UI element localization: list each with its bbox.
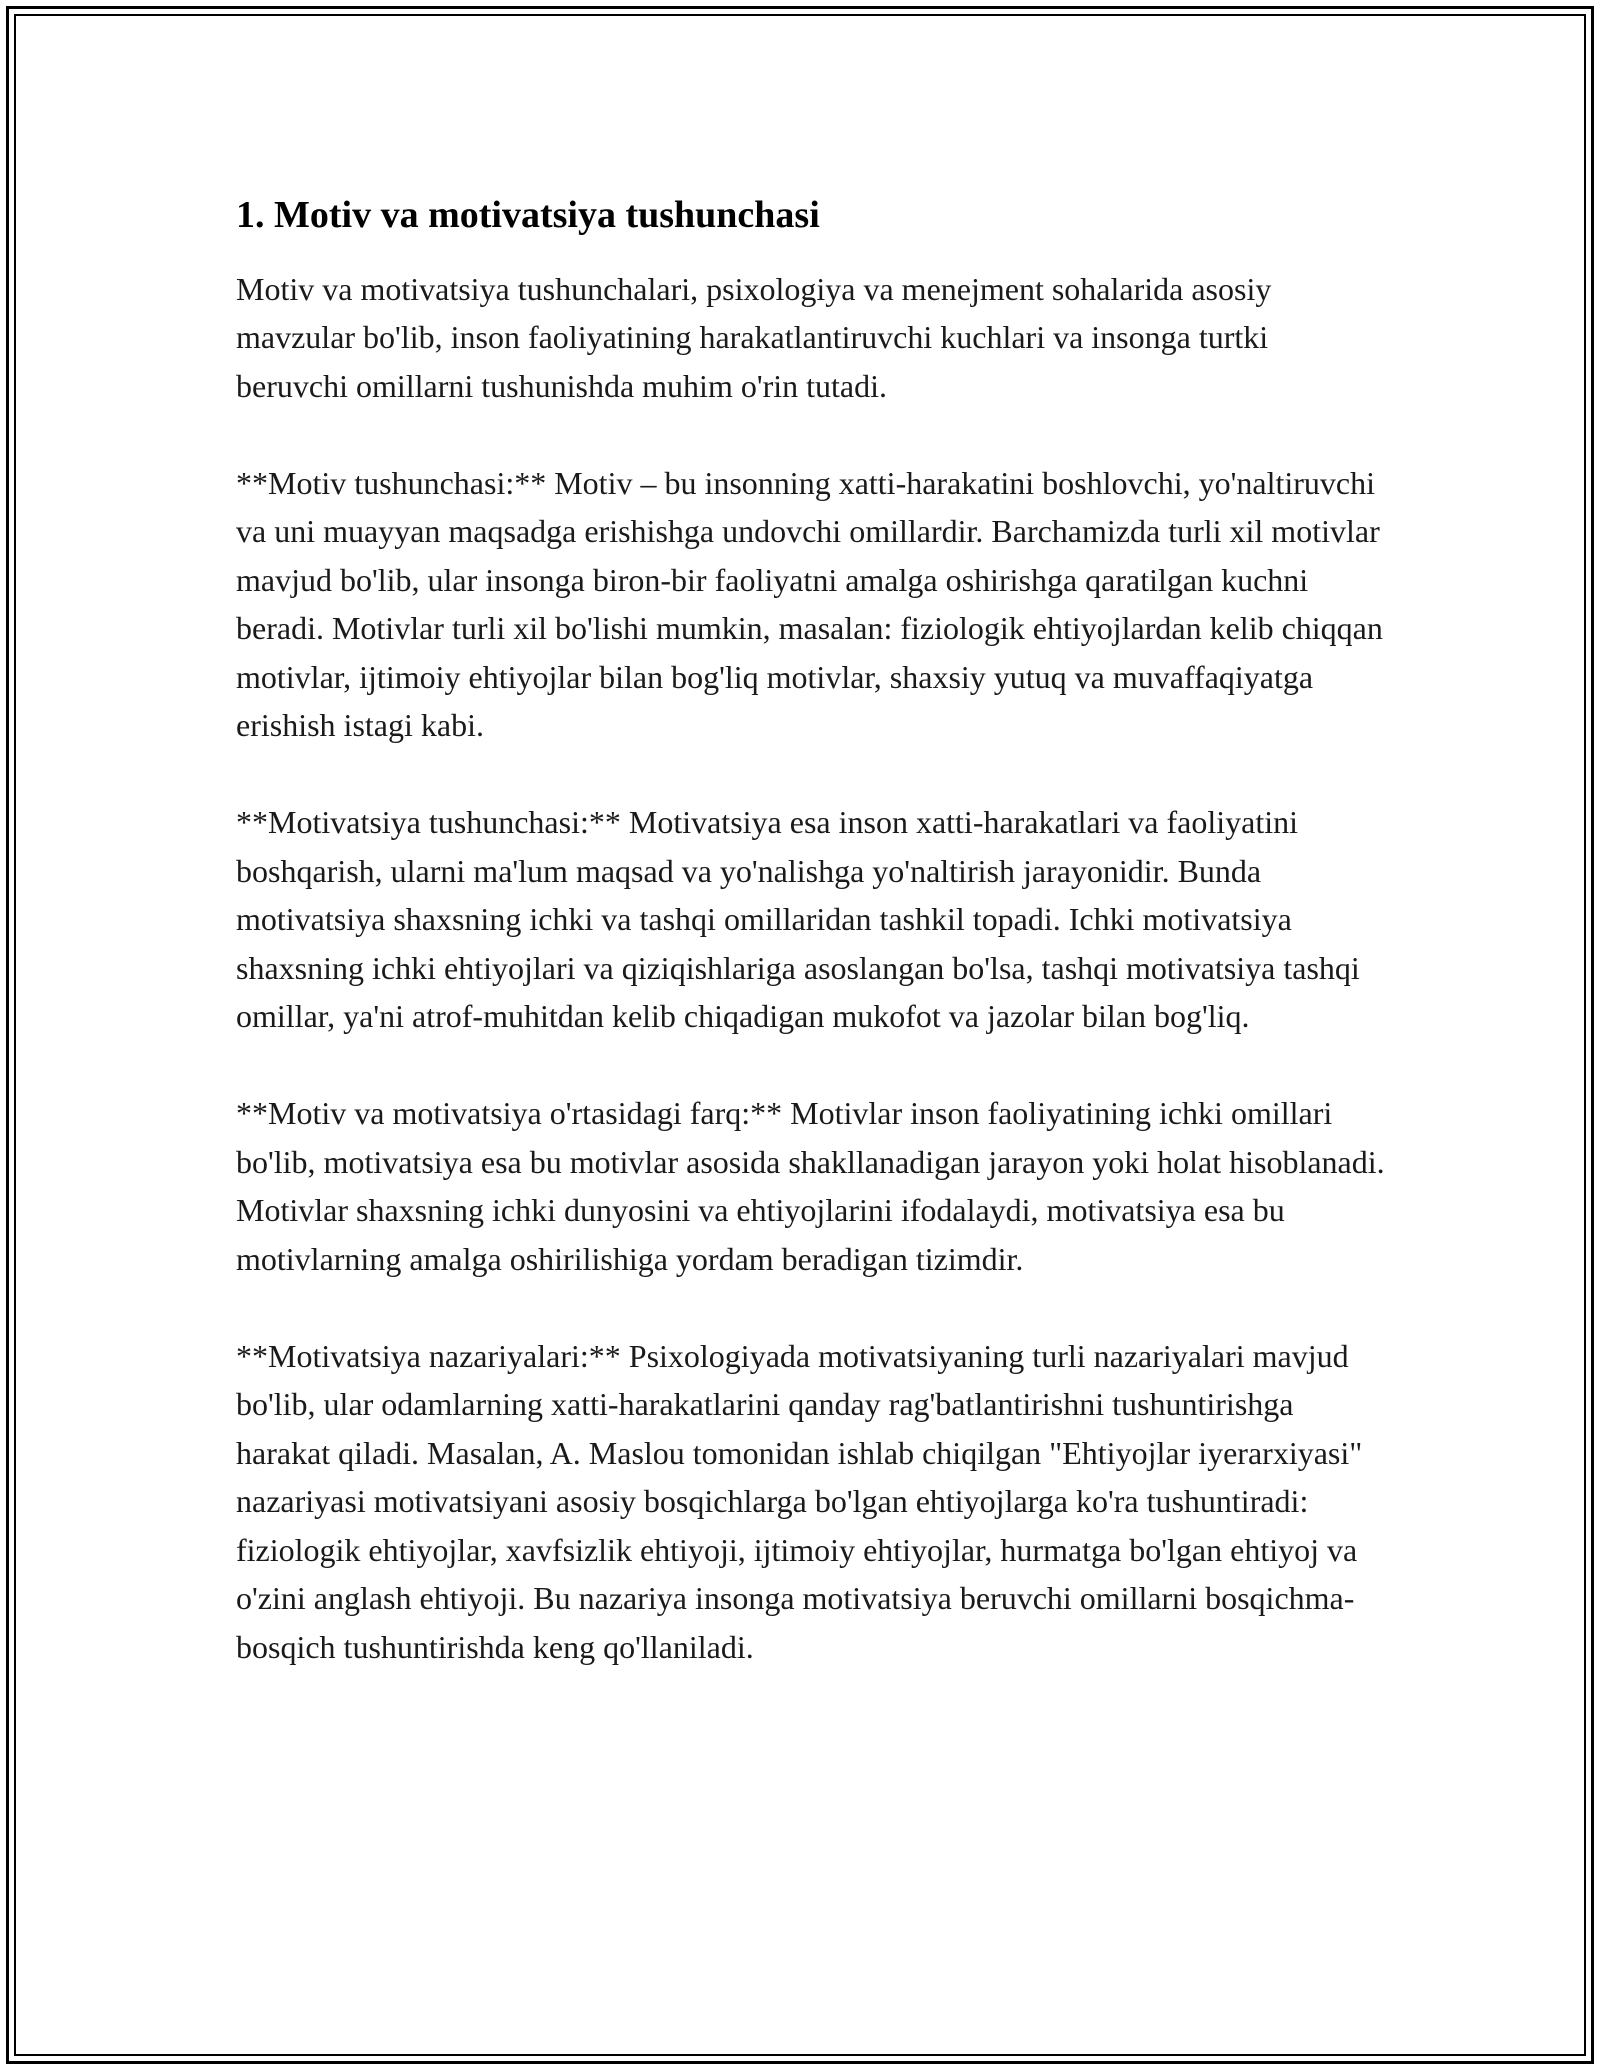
paragraph-motiv-definition: **Motiv tushunchasi:** Motiv – bu insonning xatti-harakatini boshlovchi, yo'naltiruvchi va uni muayyan maqsadga erishishga undovchi omillardir. Barchamizda turli xil motivlar mavjud bo'lib, ular insonga biron-bir faoliyatni amalga oshirishga qaratilgan kuchni beradi. Motivlar turli xil bo'lishi mumkin, masalan: fiziologik ehtiyojlardan kelib chiqqan motivlar, ijtimoiy ehtiyojlar bilan bog'liq motivlar, shaxsiy yutuq va muvaffaqiyatga erishish istagi kabi.	[236, 464, 1383, 744]
paragraph-intro: Motiv va motivatsiya tushunchalari, psixologiya va menejment sohalarida asosiy mavzular bo'lib, inson faoliyatining harakatlantiruvchi kuchlari va insonga turtki beruvchi omillarni tushunishda muhim o'rin tutadi.	[236, 270, 1272, 404]
paragraph-theories: **Motivatsiya nazariyalari:** Psixologiyada motivatsiyaning turli nazariyalari mavjud bo'lib, ular odamlarning xatti-harakatlarini qanday rag'batlantirishni tushuntirishga harakat qiladi. Masalan, A. Maslou tomonidan ishlab chiqilgan "Ehtiyojlar iyerarxiyasi" nazariyasi motivatsiyani asosiy bosqichlarga bo'lgan ehtiyojlarga ko'ra tushuntiradi: fiziologik ehtiyojlar, xavfsizlik ehtiyoji, ijtimoiy ehtiyojlar, hurmatga bo'lgan ehtiyoj va o'zini anglash ehtiyoji. Bu nazariya insonga motivatsiya beruvchi omillarni bosqichma-bosqich tushuntirishda keng qo'llaniladi.	[236, 1337, 1363, 1665]
paragraph-difference: **Motiv va motivatsiya o'rtasidagi farq:** Motivlar inson faoliyatining ichki omillari bo'lib, motivatsiya esa bu motivlar asosida shakllanadigan jarayon yoki holat hisoblanadi. Motivlar shaxsning ichki dunyosini va ehtiyojlarini ifodalaydi, motivatsiya esa bu motivlarning amalga oshirilishiga yordam beradigan tizimdir.	[236, 1095, 1385, 1277]
document-body	[236, 180, 1386, 1720]
section-heading: 1. Motiv va motivatsiya tushunchasi	[236, 194, 820, 236]
paragraph-motivatsiya-definition: **Motivatsiya tushunchasi:** Motivatsiya esa inson xatti-harakatlari va faoliyatini boshqarish, ularni ma'lum maqsad va yo'nalishga yo'naltirish jarayonidir. Bunda motivatsiya shaxsning ichki va tashqi omillaridan tashkil topadi. Ichki motivatsiya shaxsning ichki ehtiyojlari va qiziqishlariga asoslangan bo'lsa, tashqi motivatsiya tashqi omillar, ya'ni atrof-muhitdan kelib chiqadigan mukofot va jazolar bilan bog'liq.	[236, 804, 1360, 1035]
